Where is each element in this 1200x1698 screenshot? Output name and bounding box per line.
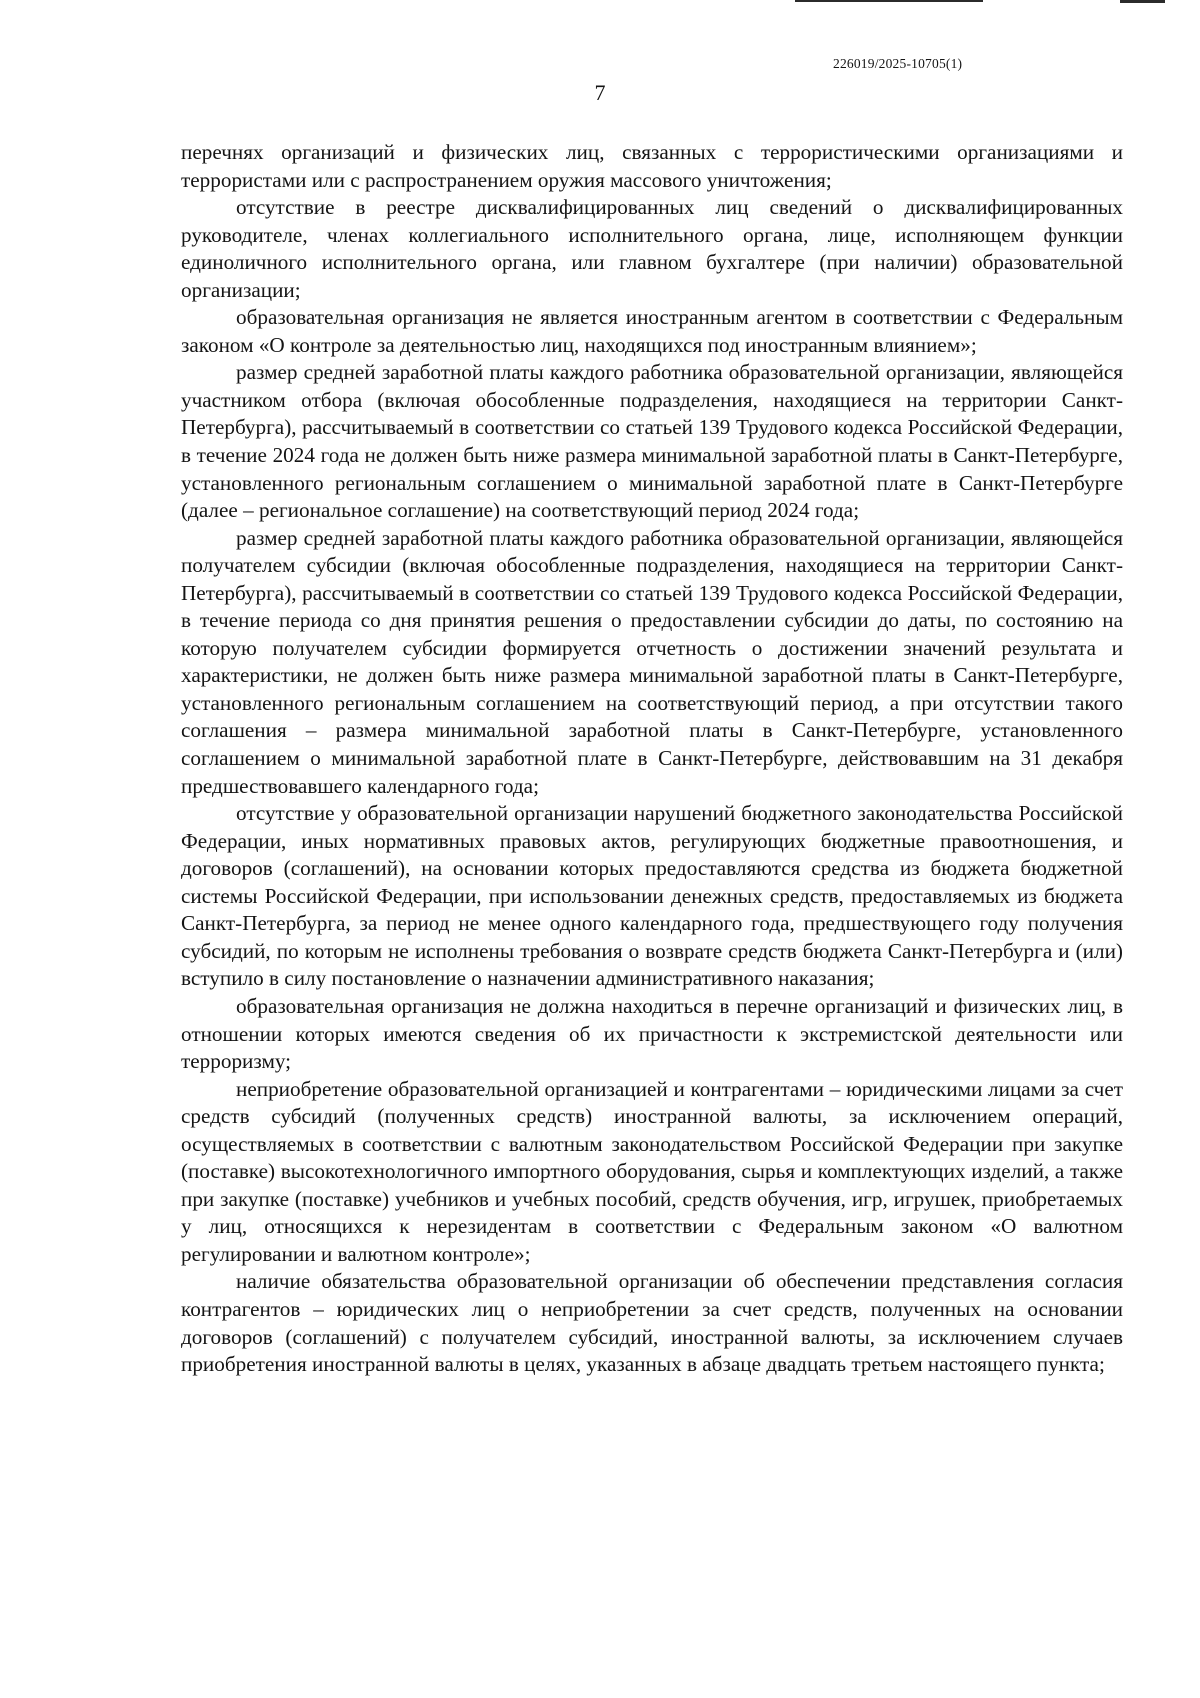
paragraph: образовательная организация не является иностранным агентом в соответствии с Федеральным законом «О контроле за деятельностью лиц, находящихся под иностранным влиянием»; bbox=[181, 305, 1123, 357]
paragraph: образовательная организация не должна находиться в перечне организаций и физических лиц, в отношении которых имеются сведения об их причастности к экстремистской деятельности или терроризму; bbox=[181, 993, 1123, 1074]
document-id: 226019/2025-10705(1) bbox=[833, 56, 963, 71]
paragraph: размер средней заработной платы каждого работника образовательной организации, являющейся участником отбора (включая обособленные подразделения, находящиеся на территории Санкт-Петербурга), рассчитываемый в соответствии со статьей 139 Трудового кодекса Российской Федерации, в течение 2024 года не должен быть ниже размера минимальной заработной платы в Санкт-Петербурге, установленного региональным соглашением о минимальной заработной плате в Санкт-Петербурге (далее – региональное соглашение) на соответствующий период 2024 года; bbox=[181, 360, 1123, 523]
paragraph: наличие обязательства образовательной организации об обеспечении представления согласия контрагентов – юридических лиц о неприобретении за счет средств, полученных на основании договоров (соглашений) с получателем субсидий, иностранной валюты, за исключением случаев приобретения иностранной валюты в целях, указанных в абзаце двадцать третьем настоящего пункта; bbox=[181, 1269, 1123, 1377]
scan-edge-line bbox=[1120, 0, 1165, 3]
paragraph: неприобретение образовательной организацией и контрагентами – юридическими лицами за счет средств субсидий (полученных средств) иностранной валюты, за исключением операций, осуществляемых в соответствии с валютным законодательством Российской Федерации при закупке (поставке) высокотехнологичного импортного оборудования, сырья и комплектующих изделий, а также при закупке (поставке) учебников и учебных пособий, средств обучения, игр, игрушек, приобретаемых у лиц, относящихся к нерезидентам в соответствии с Федеральным законом «О валютном регулировании и валютном контроле»; bbox=[181, 1076, 1123, 1266]
page-number: 7 bbox=[594, 80, 606, 105]
scan-edge-line bbox=[795, 0, 983, 2]
paragraph: отсутствие у образовательной организации нарушений бюджетного законодательства Российской Федерации, иных нормативных правовых актов, регулирующих бюджетные правоотношения, и договоров (соглашений), на основании которых предоставляются средства из бюджета бюджетной системы Российской Федерации, при использовании денежных средств, предоставляемых из бюджета Санкт-Петербурга, за период не менее одного календарного года, предшествующего году получения субсидий, по которым не исполнены требования о возврате средств бюджета Санкт-Петербурга и (или) вступило в силу постановление о назначении административного наказания; bbox=[181, 801, 1123, 991]
paragraph: размер средней заработной платы каждого работника образовательной организации, являющейся получателем субсидии (включая обособленные подразделения, находящиеся на территории Санкт-Петербурга), рассчитываемый в соответствии со статьей 139 Трудового кодекса Российской Федерации, в течение периода со дня принятия решения о предоставлении субсидии до даты, по состоянию на которую получателем субсидии формируется отчетность о достижении значений результата и характеристики, не должен быть ниже размера минимальной заработной платы в Санкт-Петербурге, установленного региональным соглашением на соответствующий период, а при отсутствии такого соглашения – размера минимальной заработной платы в Санкт-Петербурге, установленного соглашением о минимальной заработной плате в Санкт-Петербурге, действовавшим на 31 декабря предшествовавшего календарного года; bbox=[181, 525, 1123, 798]
paragraph: отсутствие в реестре дисквалифицированных лиц сведений о дисквалифицированных руководителе, членах коллегиального исполнительного органа, лице, исполняющем функции единоличного исполнительного органа, или главном бухгалтере (при наличии) образовательной организации; bbox=[181, 195, 1123, 302]
paragraph-continuation: перечнях организаций и физических лиц, связанных с террористическими организациями и террористами или с распространением оружия массового уничтожения; bbox=[181, 140, 1123, 192]
document-body bbox=[181, 139, 1123, 1379]
